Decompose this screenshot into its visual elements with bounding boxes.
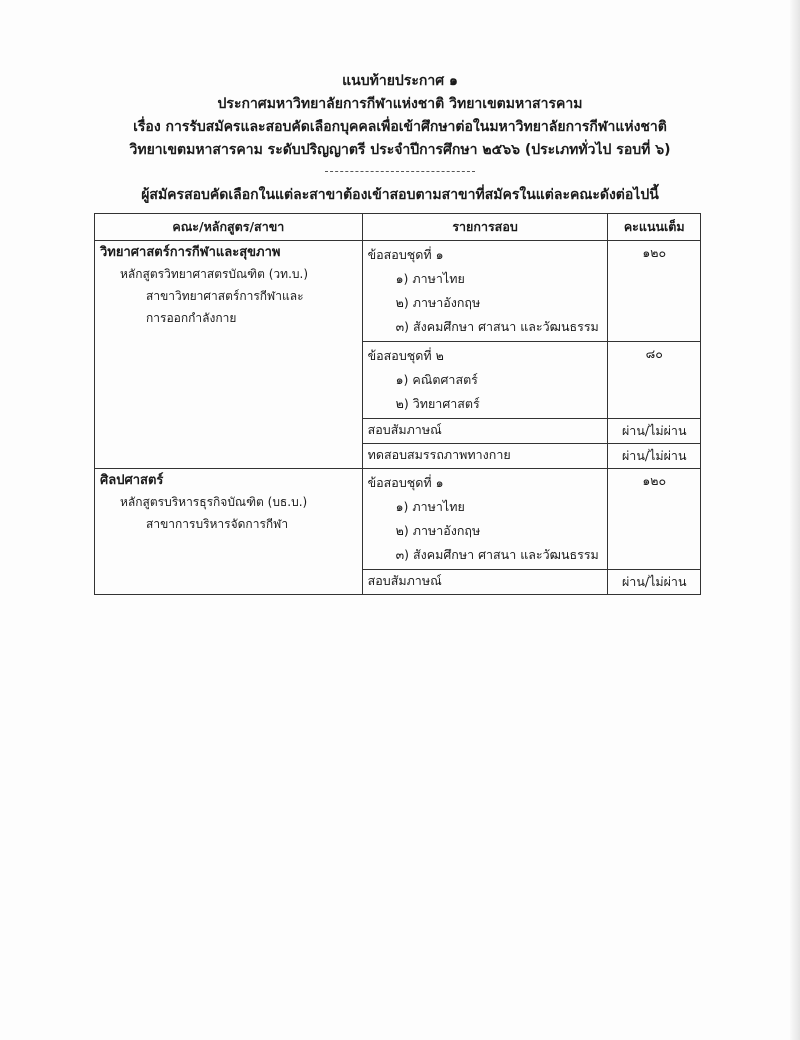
program-name: หลักสูตรบริหารธุรกิจบัณฑิต (บธ.บ.) xyxy=(120,495,308,509)
faculty-cell xyxy=(95,241,363,469)
exam-set-title: ข้อสอบชุดที่ ๒ xyxy=(367,348,444,363)
score-cell: ผ่าน/ไม่ผ่าน xyxy=(608,570,701,595)
page-edge-shadow xyxy=(790,0,800,1040)
column-header-faculty: คณะ/หลักสูตร/สาขา xyxy=(95,214,363,241)
exam-table xyxy=(94,213,701,595)
major-name: สาขาวิทยาศาสตร์การกีฬาและ xyxy=(146,289,304,303)
major-name: สาขาการบริหารจัดการกีฬา xyxy=(146,517,289,531)
interview-cell: สอบสัมภาษณ์ xyxy=(362,419,608,444)
exam-subject: ๓) สังคมศึกษา ศาสนา และวัฒนธรรม xyxy=(395,319,599,334)
exam-subject: ๒) ภาษาอังกฤษ xyxy=(395,295,481,310)
column-header-exam: รายการสอบ xyxy=(362,214,608,241)
table-row xyxy=(95,469,701,570)
exam-set-cell xyxy=(362,342,608,419)
exam-set-title: ข้อสอบชุดที่ ๑ xyxy=(367,475,444,490)
exam-subject: ๒) วิทยาศาสตร์ xyxy=(395,396,480,411)
faculty-name: วิทยาศาสตร์การกีฬาและสุขภาพ xyxy=(100,245,281,260)
exam-subject: ๑) ภาษาไทย xyxy=(395,499,465,514)
document-heading xyxy=(80,70,720,162)
score-cell: ๑๒๐ xyxy=(608,241,701,342)
table-header-row xyxy=(95,214,701,241)
table-intro: ผู้สมัครสอบคัดเลือกในแต่ละสาขาต้องเข้าสอบตามสาขาที่สมัครในแต่ละคณะดังต่อไปนี้ xyxy=(141,187,659,203)
announcement-title: ประกาศมหาวิทยาลัยการกีฬาแห่งชาติ วิทยาเขตมหาสารคาม xyxy=(217,96,583,112)
subject-line: เรื่อง การรับสมัครและสอบคัดเลือกบุคคลเพื่อเข้าศึกษาต่อในมหาวิทยาลัยการกีฬาแห่งชาติ xyxy=(133,119,667,135)
exam-set-title: ข้อสอบชุดที่ ๑ xyxy=(367,247,444,262)
exam-set-cell xyxy=(362,241,608,342)
faculty-name: ศิลปศาสตร์ xyxy=(100,473,164,488)
exam-subject: ๒) ภาษาอังกฤษ xyxy=(395,523,481,538)
column-header-score: คะแนนเต็ม xyxy=(608,214,701,241)
score-cell: ๘๐ xyxy=(608,342,701,419)
attachment-title: แนบท้ายประกาศ ๑ xyxy=(342,73,458,89)
program-name: หลักสูตรวิทยาศาสตรบัณฑิต (วท.บ.) xyxy=(120,267,309,281)
dashed-divider xyxy=(325,171,475,172)
exam-subject: ๓) สังคมศึกษา ศาสนา และวัฒนธรรม xyxy=(395,547,599,562)
physical-test-cell: ทดสอบสมรรถภาพทางกาย xyxy=(362,444,608,469)
campus-level-line: วิทยาเขตมหาสารคาม ระดับปริญญาตรี ประจำปีการศึกษา ๒๕๖๖ (ประเภททั่วไป รอบที่ ๖) xyxy=(129,142,671,158)
exam-subject: ๑) คณิตศาสตร์ xyxy=(395,372,478,387)
faculty-cell xyxy=(95,469,363,595)
table-row xyxy=(95,241,701,342)
score-cell: ผ่าน/ไม่ผ่าน xyxy=(608,444,701,469)
score-cell: ๑๒๐ xyxy=(608,469,701,570)
exam-subject: ๑) ภาษาไทย xyxy=(395,271,465,286)
exam-set-cell xyxy=(362,469,608,570)
score-cell: ผ่าน/ไม่ผ่าน xyxy=(608,419,701,444)
major-name-cont: การออกกำลังกาย xyxy=(146,311,237,325)
interview-cell: สอบสัมภาษณ์ xyxy=(362,570,608,595)
